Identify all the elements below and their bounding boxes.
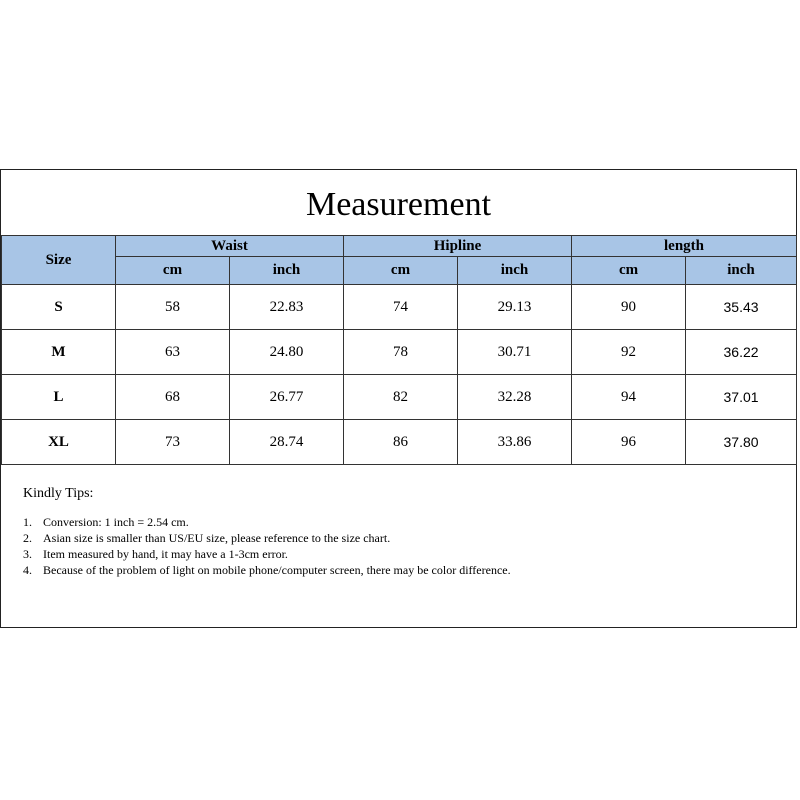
group-header-hipline: Hipline bbox=[344, 236, 572, 257]
table-row bbox=[2, 285, 797, 330]
table-cell: 29.13 bbox=[458, 285, 572, 330]
table-row bbox=[2, 420, 797, 465]
table-cell: 36.22 bbox=[686, 330, 797, 375]
tip-text: Conversion: 1 inch = 2.54 cm. bbox=[43, 515, 189, 529]
tip-text: Because of the problem of light on mobile phone/computer screen, there may be color difference. bbox=[43, 563, 511, 577]
table-cell: 32.28 bbox=[458, 375, 572, 420]
list-item bbox=[23, 530, 543, 546]
list-number: 4. bbox=[23, 563, 32, 577]
table-cell: 33.86 bbox=[458, 420, 572, 465]
list-item bbox=[23, 514, 543, 530]
table-cell: 73 bbox=[116, 420, 230, 465]
table-cell: 96 bbox=[572, 420, 686, 465]
measurement-card bbox=[0, 169, 797, 628]
size-label: L bbox=[2, 375, 116, 420]
tip-text: Item measured by hand, it may have a 1-3cm error. bbox=[43, 547, 288, 561]
size-label: M bbox=[2, 330, 116, 375]
table-cell: 82 bbox=[344, 375, 458, 420]
table-cell: 24.80 bbox=[230, 330, 344, 375]
table-cell: 26.77 bbox=[230, 375, 344, 420]
tip-text: Asian size is smaller than US/EU size, please reference to the size chart. bbox=[43, 531, 391, 545]
page-title: Measurement bbox=[305, 186, 492, 223]
table-cell: 68 bbox=[116, 375, 230, 420]
table-cell: 92 bbox=[572, 330, 686, 375]
list-number: 3. bbox=[23, 547, 32, 561]
group-header-waist: Waist bbox=[116, 236, 344, 257]
unit-header: cm bbox=[116, 257, 230, 285]
table-cell: 37.01 bbox=[686, 375, 797, 420]
table-cell: 22.83 bbox=[230, 285, 344, 330]
size-label: S bbox=[2, 285, 116, 330]
table-cell: 86 bbox=[344, 420, 458, 465]
table-cell: 35.43 bbox=[686, 285, 797, 330]
table-cell: 90 bbox=[572, 285, 686, 330]
unit-header: inch bbox=[458, 257, 572, 285]
table-cell: 74 bbox=[344, 285, 458, 330]
table-cell: 30.71 bbox=[458, 330, 572, 375]
list-number: 2. bbox=[23, 531, 32, 545]
unit-header: cm bbox=[572, 257, 686, 285]
unit-header: inch bbox=[686, 257, 797, 285]
table-cell: 94 bbox=[572, 375, 686, 420]
group-header-length: length bbox=[572, 236, 797, 257]
list-number: 1. bbox=[23, 515, 32, 529]
kindly-tips bbox=[23, 486, 543, 578]
table-row bbox=[2, 330, 797, 375]
tips-heading: Kindly Tips: bbox=[23, 486, 94, 501]
table-header-group-row bbox=[2, 236, 797, 257]
size-label: XL bbox=[2, 420, 116, 465]
size-chart-table bbox=[1, 235, 797, 465]
table-header-unit-row bbox=[2, 257, 797, 285]
list-item bbox=[23, 562, 543, 578]
unit-header: inch bbox=[230, 257, 344, 285]
tips-list bbox=[23, 514, 543, 578]
table-cell: 28.74 bbox=[230, 420, 344, 465]
list-item bbox=[23, 546, 543, 562]
size-header: Size bbox=[2, 236, 116, 285]
table-cell: 58 bbox=[116, 285, 230, 330]
table-row bbox=[2, 375, 797, 420]
table-cell: 78 bbox=[344, 330, 458, 375]
table-cell: 63 bbox=[116, 330, 230, 375]
unit-header: cm bbox=[344, 257, 458, 285]
table-cell: 37.80 bbox=[686, 420, 797, 465]
